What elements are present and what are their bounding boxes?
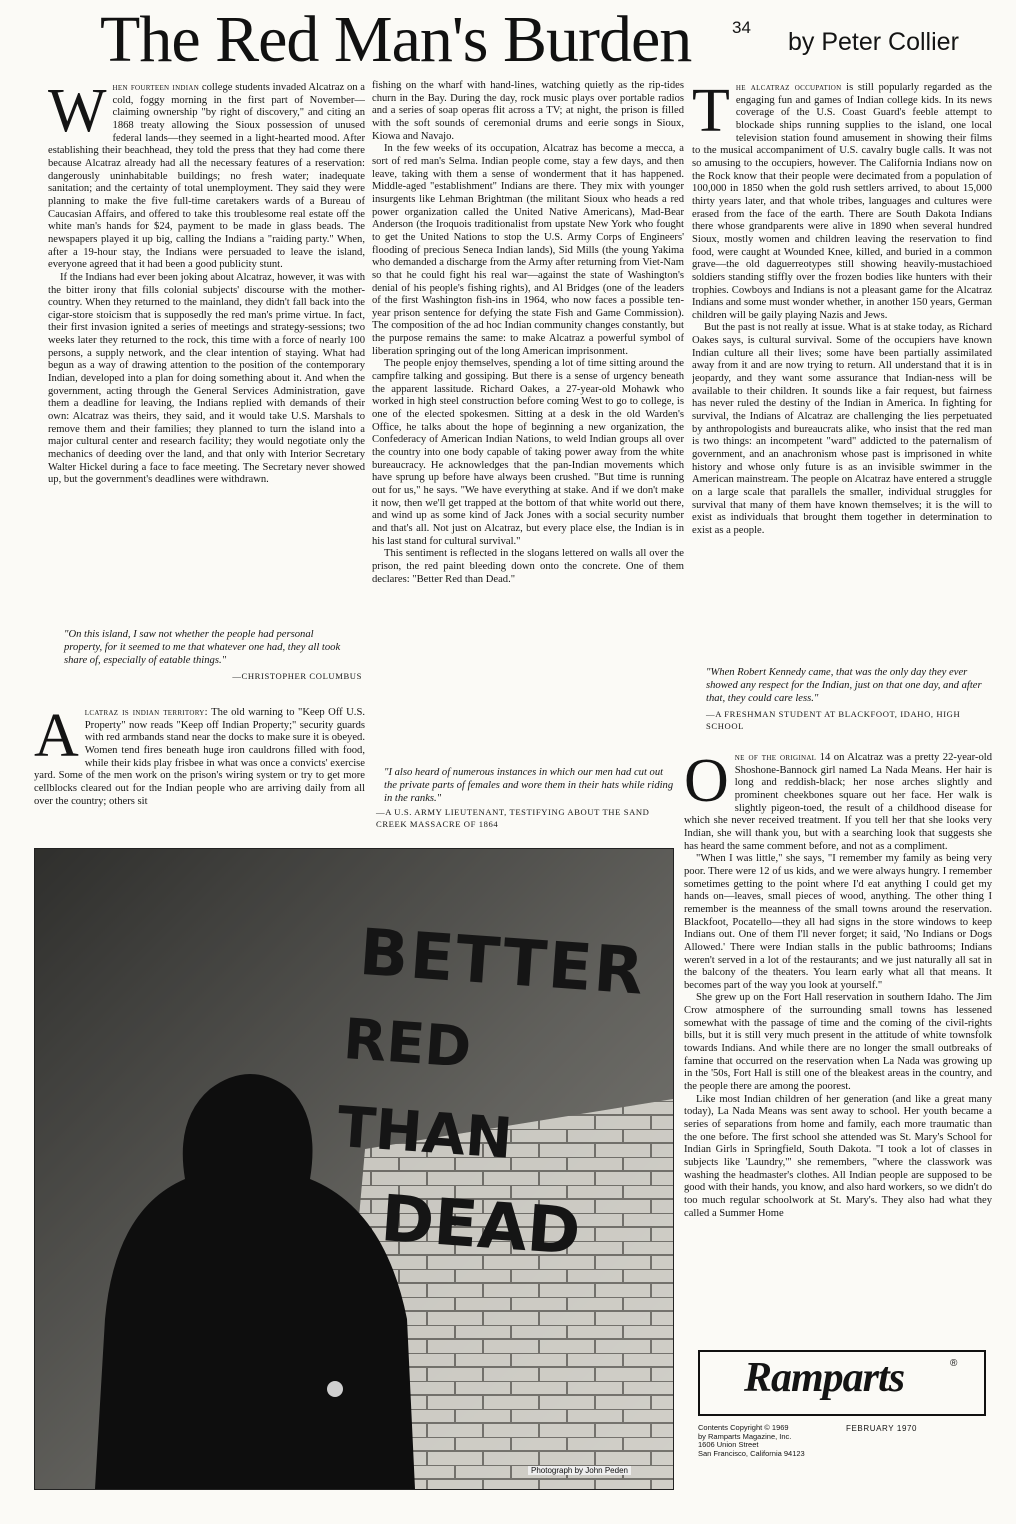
button-pin	[327, 1381, 343, 1397]
column-3	[692, 82, 992, 652]
copyright-line: Contents Copyright © 1969	[698, 1423, 789, 1432]
paragraph-text: is still popularly regarded as the engaging fun and games of Indian college kids. In its news coverage of the U.S. Coast Guard's feeble attempt to blockade ships running supplies to the island, one local television station found amusement in showing their films to the musical accompaniment of U.S. cavalry bugle calls. It was not so amusing to the occupiers, however. The California Indians now on the Rock know that their people were decimated from a population of 100,000 in 1850 when the gold rush settlers arrived, to about 15,000 thirty years later, and that whole tribes, languages and cultures were erased from the face of the earth. There are South Dakota Indians there whose grandparents were alive in 1890 when several hundred Sioux, mostly women and children leaving the reservation to find food, were caught at Wounded Knee, killed, and buried in a common grave—the old daguerreotypes still showing heavily-mustachioed soldiers standing stiffly over the frozen bodies like hunters with their trophies. Cowboys and Indians is not a pleasant game for the Alcatraz Indians and some must wonder whether, in another 150 years, German children will be gaily playing Nazis and Jews.	[692, 82, 992, 321]
pull-quote: "I also heard of numerous instances in which our men had cut out the private parts of females and wore them in their hats while riding in the ranks."	[384, 767, 674, 804]
lead-in: he alcatraz occupation	[735, 82, 842, 93]
column-2	[372, 80, 684, 738]
paragraph	[48, 82, 365, 272]
paragraph: If the Indians had ever been joking about Alcatraz, however, it was with the bitter irony that fills colonial subjects' discourse with the mother-country. When they returned to the mainland, they didn't fall back into the cigar-store stoicism that is supposedly the red man's prime virtue. In fact, their first invasion ignited a series of meetings and strategy-sessions; two weeks later they returned to the rock, this time with a force of nearly 100 persons, a supply network, and the clear intention of staying. What had begun as a way of drawing attention to the position of the contemporary Indian, developed into a plan for doing something about it. And when the government, acting through the General Services Administration, gave them a deadline for leaving, the Indians replied with demands of their own: Alcatraz was theirs, they said, and it would take U.S. Marshals to remove them and their families; they planned to turn the island into a major cultural center and research facility; they would negotiate only the mechanics of deeding over the land, and that only with Interior Secretary Walter Hickel during a face to face meeting. The Secretary never showed up, but the government's deadlines were withdrawn.	[48, 271, 365, 486]
paragraph-text: 14 on Alcatraz was a pretty 22-year-old Shoshone-Bannock girl named La Nada Means. Her hair is long and reddish-black; her nose arches slightly and prominent cheekbones square out her face. Her walk is slightly pigeon-toed, the result of a childhood disease for which she never received treatment. If you tell her that she looks very Indian, she will thank you, but with a searching look that suggests she has heard the same comment before, and not as a compliment.	[684, 752, 992, 852]
registered-mark: ®	[950, 1358, 958, 1369]
column-1	[48, 82, 365, 612]
paragraph	[34, 707, 365, 808]
pull-quote: "On this island, I saw not whether the people had personal property, for it seemed to me that whatever one had, they all took share of, especially of eatable things."	[64, 629, 341, 666]
paragraph: "When I was little," she says, "I remember my family as being very poor. There were 12 of us kids, and we were always hungry. I remember sometimes getting to the point where I'd eat anything I could get my hands on—leaves, small pieces of wood, anything. The other thing I remember is the meanness of the small towns around the reservation. Blackfoot, Pocatello—they all had signs in the store windows to keep Indians out. One of them I'll never forget; it said, 'No Indians or Dogs Allowed.' There were Indian stalls in the public bathrooms; Indians weren't served in a lot of the restaurants; and we just naturally all sat in the balcony of the theaters. You learn early what all that means. It becomes part of the way you look at yourself."	[684, 853, 992, 991]
column-3-continued	[684, 752, 992, 1346]
page-number: 34	[732, 18, 751, 37]
lead-in: ne of the original	[734, 752, 817, 763]
copyright-line: 1606 Union Street	[698, 1440, 759, 1449]
drop-cap: T	[692, 82, 730, 145]
graffiti-photograph	[34, 848, 674, 1490]
byline: by Peter Collier	[788, 28, 959, 56]
paragraph	[684, 752, 992, 853]
paragraph: This sentiment is reflected in the slogans lettered on walls all over the prison, the red paint bleeding down onto the concrete. One of them declares: "Better Red than Dead."	[372, 548, 684, 585]
logo-text: Ramparts	[744, 1355, 905, 1401]
paragraph: In the few weeks of its occupation, Alcatraz has become a mecca, a sort of red man's Selma. Indian people come, stay a few days, and then leave, taking with them a sense of wonderment that it has happened. Middle-aged "establishment" Indians are there. They mix with younger insurgents like Lehman Brightman (the militant Sioux who heads a red power organization called the United Native Americans), Mad-Bear Anderson (the Iroquois traditionalist from upstate New York who fought to get the United Nations to stop the U.S. Army Corps of Engineers' flooding of precious Seneca Indian lands), Sid Mills (the young Yakima who demanded a discharge from the Army after returning from Viet-Nam so that he could fight his real war—against the state of Washington's denial of his people's fishing rights), and Al Bridges (one of the leaders of the first Washington fish-ins in 1964, who now faces a possible ten-year prison sentence for defying the state Fish and Game Commission). The composition of the ad hoc Indian community changes constantly, but the purpose remains the same: to make Alcatraz a powerful symbol of liberation springing out of the long American imprisonment.	[372, 143, 684, 357]
copyright-line: San Francisco, California 94123	[698, 1448, 805, 1458]
quote-attribution: —A FRESHMAN STUDENT AT BLACKFOOT, IDAHO, HIGH SCHOOL	[706, 709, 961, 731]
graffiti-text	[335, 909, 662, 1281]
pull-quote: "When Robert Kennedy came, that was the only day they ever showed any respect for the Indian, just on that one day, and after that, they could care less."	[706, 667, 982, 704]
drop-cap: O	[684, 752, 729, 815]
paragraph: fishing on the wharf with hand-lines, watching quietly as the rip-tides churn in the Bay. During the day, rock music plays over portable radios and a series of soap operas flit across a TV; at night, the prison is filled with the soft sounds of ceremonial drums and eerie songs in Sioux, Kiowa and Navajo.	[372, 80, 684, 142]
paragraph	[692, 82, 992, 322]
graffiti-line: BETTER	[356, 915, 648, 1010]
paragraph: The people enjoy themselves, spending a lot of time sitting around the campfire talking and gossiping. But there is a sense of urgency beneath the apparent lassitude. Richard Oakes, a 27-year-old Mohawk who worked in high steel construction before coming West to go to college, is one of the elected spokesmen. Sitting at a desk in the old Warden's Office, he talks about the hope of beginning a new organization, the Confederacy of American Indian Nations, to weld Indian groups all over the country into one body capable of taking power away from the white bureaucracy. He acknowledges that the pan-Indian movements which have sprung up before have always been crushed. "But time is running out for us," he says. "We have everything at stake. And if we don't make it now, then we'll get trapped at the bottom of that white world out there, and wind up as some kind of Jack Jones with a social security number and that's all. Not just on Alcatraz, but every place else, the Indian is in his last stand for cultural survival."	[372, 358, 684, 547]
paragraph: She grew up on the Fort Hall reservation in southern Idaho. The Jim Crow atmosphere of the surrounding small towns has lessened somewhat with the passage of time and the coming of the civil-rights bills, but it is still very much present in the attitude of white townsfolk towards Indians. And while there are no longer the small outbreaks of famine that occurred on the reservation when La Nada was growing up in the '50s, Fort Hall is still one of the bleakest areas in the country, and the people there are among the poorest.	[684, 992, 992, 1093]
drop-cap: W	[48, 82, 107, 145]
copyright-line: by Ramparts Magazine, Inc.	[698, 1431, 792, 1441]
column-1-continued	[34, 707, 365, 835]
quote-attribution: —CHRISTOPHER COLUMBUS	[232, 671, 362, 681]
lead-in: hen fourteen indian	[112, 82, 200, 93]
ramparts-logo	[698, 1350, 986, 1416]
quote-attribution: —A U.S. ARMY LIEUTENANT, TESTIFYING ABOUT THE SAND CREEK MASSACRE OF 1864	[376, 807, 650, 829]
issue-date: FEBRUARY 1970	[846, 1424, 918, 1433]
paragraph: But the past is not really at issue. What is at stake today, as Richard Oakes says, is cultural survival. Some of the occupiers have known Indian culture all their lives; some have been partially assimilated away from it and are now trying to return. All understand that it is in jeopardy, and they want some assurance that Indian-ness will be available to their children. It sounds like a fair request, but fairness has never ruled the destiny of the Indian in America. In fighting for survival, the Indians of Alcatraz are challenging the lies perpetuated by anthropologists and bureaucrats alike, who insist that the red man is two things: an incompetent "ward" addicted to the paternalism of government, and an anachronism whose past is imprisoned in white history and whose only future is as an invisible swimmer in the American mainstream. The people on Alcatraz have entered a struggle on a large scale that parallels the smaller, individual struggles for survival that many of them have known themselves; it is the will to exist as individuals that brought them together in determination to exist as a people.	[692, 322, 992, 536]
graffiti-line: DEAD	[378, 1182, 583, 1270]
copyright-notice	[698, 1424, 805, 1458]
graffiti-line: RED THAN	[335, 1007, 515, 1172]
lead-in: lcatraz is indian territory:	[84, 707, 208, 718]
photo-credit: Photograph by John Peden	[528, 1466, 631, 1475]
article-title: The Red Man's Burden	[100, 3, 692, 76]
paragraph: Like most Indian children of her generation (and like a great many today), La Nada Means was sent away to school. Her youth became a series of separations from home and family, each more traumatic than the one before. The first school she attended was St. Mary's School for Indian Girls in Springfield, South Dakota. "I took a lot of classes in subjects like 'Laundry,'" she remembers, "where the classwork was washing the headmaster's clothes. All Indian people are supposed to be good with their hands, you know, and also hard workers, so we didn't do too much regular schoolwork at St. Mary's. They also had what they called a Summer Home	[684, 1093, 992, 1219]
paragraph-text: college students invaded Alcatraz on a cold, foggy morning in the first part of November—claiming ownership "by right of discovery," and citing an 1868 treaty allowing the Sioux possession of unused federal lands—they seemed in a light-hearted mood. After establishing their beachhead, they told the press that they had come there because Alcatraz already had all the necessary features of a reservation: dangerously uninhabitable buildings; no fresh water; inadequate sanitation; and the certainty of total unemployment. They said they were planning to make the five full-time caretakers wards of a Bureau of Caucasian Affairs, and offered to take this troublesome real estate off the white man's hands for $24, payment to be made in glass beads. The newspapers played it up big, calling the Indians a "raiding party." When, after a 19-hour stay, the Indians were persuaded to leave the island, everyone agreed that it had been a good publicity stunt.	[48, 82, 365, 271]
paragraph-text: The old warning to "Keep Off U.S. Property" now reads "Keep off Indian Property;" security guards with red armbands stand near the docks to make sure it is obeyed. Women tend fires beneath huge iron cauldrons filled with food, while their kids play frisbee in what was once a convicts' exercise yard. Some of the men work on the prison's wiring system or try to get more cellblocks cleared out for the Indian people who are arriving daily from all over the country; others sit	[34, 707, 365, 807]
drop-cap: A	[34, 707, 79, 770]
